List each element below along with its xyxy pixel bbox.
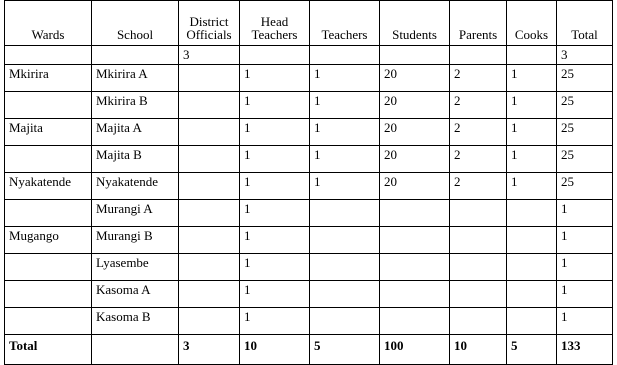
total-cell-district-officials: 3 — [179, 335, 240, 365]
cell-cooks: 1 — [507, 119, 557, 146]
cell-parents: 2 — [450, 146, 507, 173]
cell-district-officials — [179, 227, 240, 254]
cell-ward — [5, 200, 92, 227]
cell-parents — [450, 308, 507, 335]
cell-district-officials — [179, 308, 240, 335]
cell-head-teachers: 1 — [240, 227, 310, 254]
cell-students — [380, 254, 450, 281]
table-body — [5, 46, 613, 365]
total-cell-total: 133 — [557, 335, 613, 365]
cell-head-teachers: 1 — [240, 254, 310, 281]
cell-students: 20 — [380, 146, 450, 173]
cell-parents — [450, 200, 507, 227]
cell-parents — [450, 281, 507, 308]
cell-students: 20 — [380, 119, 450, 146]
cell-teachers — [310, 227, 380, 254]
cell-students — [380, 46, 450, 65]
header-students: Students — [380, 1, 450, 46]
total-cell-head-teachers: 10 — [240, 335, 310, 365]
header-total: Total — [557, 1, 613, 46]
cell-cooks — [507, 46, 557, 65]
table-row — [5, 119, 613, 146]
table-row — [5, 254, 613, 281]
cell-ward — [5, 146, 92, 173]
header-head-teachers: Head Teachers — [240, 1, 310, 46]
header-teachers: Teachers — [310, 1, 380, 46]
cell-parents: 2 — [450, 173, 507, 200]
cell-ward — [5, 308, 92, 335]
cell-total: 25 — [557, 173, 613, 200]
header-wards: Wards — [5, 1, 92, 46]
cell-total: 3 — [557, 46, 613, 65]
cell-teachers: 1 — [310, 119, 380, 146]
cell-parents: 2 — [450, 119, 507, 146]
cell-students — [380, 308, 450, 335]
cell-district-officials — [179, 281, 240, 308]
table-row — [5, 65, 613, 92]
cell-students — [380, 200, 450, 227]
cell-cooks: 1 — [507, 65, 557, 92]
cell-ward — [5, 254, 92, 281]
cell-students: 20 — [380, 92, 450, 119]
cell-ward — [5, 92, 92, 119]
cell-cooks — [507, 308, 557, 335]
total-cell-school — [92, 335, 179, 365]
cell-teachers — [310, 200, 380, 227]
cell-head-teachers: 1 — [240, 92, 310, 119]
cell-school: Kasoma A — [92, 281, 179, 308]
cell-teachers — [310, 281, 380, 308]
table-row — [5, 46, 613, 65]
cell-ward: Mkirira — [5, 65, 92, 92]
cell-teachers — [310, 308, 380, 335]
total-cell-parents: 10 — [450, 335, 507, 365]
cell-school: Majita A — [92, 119, 179, 146]
cell-total: 25 — [557, 119, 613, 146]
cell-head-teachers — [240, 46, 310, 65]
cell-head-teachers: 1 — [240, 173, 310, 200]
header-row — [5, 1, 613, 46]
cell-total: 25 — [557, 92, 613, 119]
table-row — [5, 227, 613, 254]
table-row — [5, 173, 613, 200]
cell-ward: Mugango — [5, 227, 92, 254]
cell-teachers — [310, 46, 380, 65]
cell-teachers: 1 — [310, 146, 380, 173]
cell-school: Mkirira A — [92, 65, 179, 92]
cell-teachers: 1 — [310, 173, 380, 200]
cell-cooks — [507, 254, 557, 281]
cell-parents — [450, 227, 507, 254]
cell-cooks — [507, 281, 557, 308]
cell-district-officials — [179, 146, 240, 173]
cell-ward: Majita — [5, 119, 92, 146]
cell-total: 1 — [557, 254, 613, 281]
cell-head-teachers: 1 — [240, 200, 310, 227]
cell-head-teachers: 1 — [240, 65, 310, 92]
cell-ward: Nyakatende — [5, 173, 92, 200]
cell-parents — [450, 254, 507, 281]
total-cell-teachers: 5 — [310, 335, 380, 365]
total-cell-ward: Total — [5, 335, 92, 365]
cell-head-teachers: 1 — [240, 281, 310, 308]
cell-district-officials — [179, 92, 240, 119]
cell-cooks: 1 — [507, 146, 557, 173]
cell-school: Mkirira B — [92, 92, 179, 119]
header-parents: Parents — [450, 1, 507, 46]
total-cell-cooks: 5 — [507, 335, 557, 365]
cell-total: 1 — [557, 308, 613, 335]
table-row — [5, 146, 613, 173]
cell-head-teachers: 1 — [240, 146, 310, 173]
cell-district-officials — [179, 254, 240, 281]
cell-school: Nyakatende — [92, 173, 179, 200]
table-row — [5, 92, 613, 119]
cell-parents: 2 — [450, 92, 507, 119]
cell-district-officials — [179, 173, 240, 200]
cell-students — [380, 281, 450, 308]
cell-total: 1 — [557, 281, 613, 308]
cell-ward — [5, 281, 92, 308]
cell-school: Lyasembe — [92, 254, 179, 281]
cell-school: Murangi B — [92, 227, 179, 254]
cell-ward — [5, 46, 92, 65]
cell-school: Kasoma B — [92, 308, 179, 335]
cell-total: 25 — [557, 146, 613, 173]
cell-parents: 2 — [450, 65, 507, 92]
participants-table — [4, 0, 613, 365]
header-cooks: Cooks — [507, 1, 557, 46]
cell-teachers: 1 — [310, 65, 380, 92]
cell-total: 1 — [557, 200, 613, 227]
cell-total: 1 — [557, 227, 613, 254]
cell-cooks: 1 — [507, 173, 557, 200]
cell-students: 20 — [380, 173, 450, 200]
cell-school — [92, 46, 179, 65]
cell-school: Murangi A — [92, 200, 179, 227]
cell-district-officials — [179, 200, 240, 227]
cell-students: 20 — [380, 65, 450, 92]
cell-teachers — [310, 254, 380, 281]
table-row — [5, 200, 613, 227]
cell-head-teachers: 1 — [240, 308, 310, 335]
cell-teachers: 1 — [310, 92, 380, 119]
total-cell-students: 100 — [380, 335, 450, 365]
header-school: School — [92, 1, 179, 46]
total-row — [5, 335, 613, 365]
cell-school: Majita B — [92, 146, 179, 173]
table-row — [5, 308, 613, 335]
cell-total: 25 — [557, 65, 613, 92]
cell-cooks — [507, 227, 557, 254]
cell-district-officials — [179, 65, 240, 92]
cell-cooks — [507, 200, 557, 227]
table-row — [5, 281, 613, 308]
header-district-officials: District Officials — [179, 1, 240, 46]
cell-district-officials: 3 — [179, 46, 240, 65]
cell-students — [380, 227, 450, 254]
cell-cooks: 1 — [507, 92, 557, 119]
table-header — [5, 1, 613, 46]
cell-head-teachers: 1 — [240, 119, 310, 146]
cell-parents — [450, 46, 507, 65]
cell-district-officials — [179, 119, 240, 146]
